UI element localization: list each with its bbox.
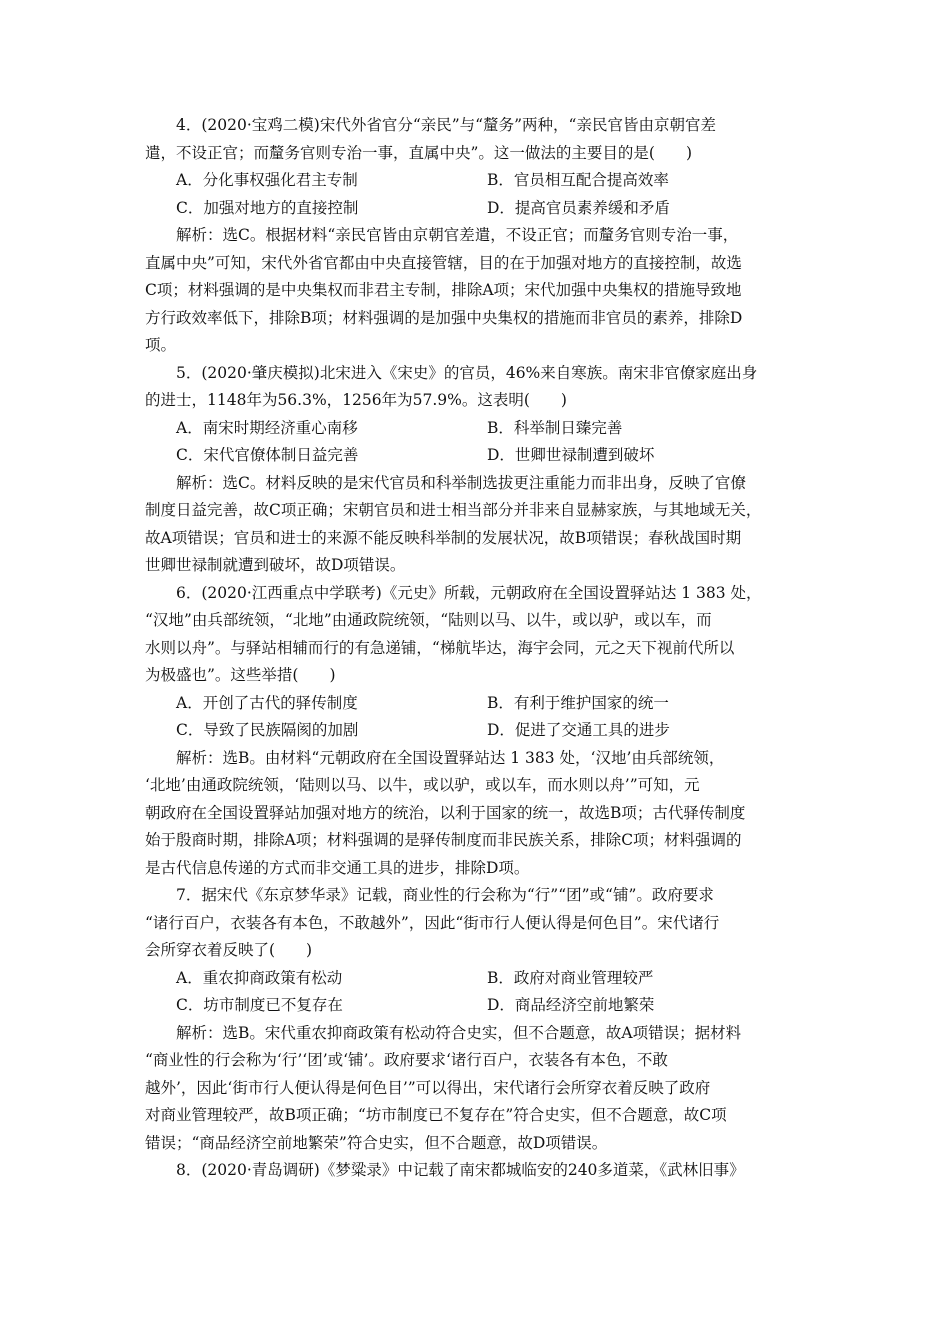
question-8 <box>145 1157 815 1185</box>
question-stem-line: 水则以舟”。与驿站相辅而行的有急递铺，“梯航毕达，海宇会同，元之天下视前代所以 <box>145 638 735 657</box>
options-row <box>145 167 815 195</box>
question-stem-line: 7．据宋代《东京梦华录》记载，商业性的行会称为“行”“团”或“铺”。政府要求 <box>176 886 714 904</box>
option-b: B．官员相互配合提高效率 <box>487 171 669 189</box>
analysis-line: 解析：选B。由材料“元朝政府在全国设置驿站达 1 383 处，‘汉地’由兵部统领， <box>176 748 725 767</box>
options-row <box>145 442 815 470</box>
analysis-line: 越外’，因此‘街市行人便认得是何色目’”可以得出，宋代诸行会所穿衣着反映了政府 <box>145 1078 711 1097</box>
question-stem-line: “诸行百户，衣装各有本色，不敢越外”，因此“街市行人便认得是何色目”。宋代诸行 <box>145 913 720 932</box>
option-d: D．世卿世禄制遭到破坏 <box>487 446 655 464</box>
question-7 <box>145 882 815 1157</box>
options-row <box>145 415 815 443</box>
document-page <box>145 112 815 1185</box>
question-stem-line: 为极盛也”。这些举措( ) <box>145 666 336 684</box>
question-stem-line: 8．(2020·青岛调研)《梦粱录》中记载了南宋都城临安的240多道菜，《武林旧事》 <box>176 1161 745 1179</box>
analysis-line: 朝政府在全国设置驿站加强对地方的统治，以利于国家的统一，故选B项；古代驿传制度 <box>145 803 746 822</box>
option-d: D．促进了交通工具的进步 <box>487 721 670 739</box>
option-a: A．分化事权强化君主专制 <box>176 171 358 189</box>
option-a: A．南宋时期经济重心南移 <box>176 418 358 437</box>
analysis-line: 制度日益完善，故C项正确；宋朝官员和进士相当部分并非来自显赫家族，与其地域无关， <box>145 501 762 519</box>
question-stem-line: 会所穿衣着反映了( ) <box>145 941 313 959</box>
options-row <box>145 195 815 223</box>
analysis-line: 世卿世禄制就遭到破坏，故D项错误。 <box>145 556 406 574</box>
option-d: D．商品经济空前地繁荣 <box>487 996 655 1014</box>
question-5 <box>145 360 815 580</box>
question-stem-line: 的进士，1148年为56.3%，1256年为57.9%。这表明( ) <box>145 391 567 409</box>
analysis-line: C项；材料强调的是中央集权而非君主专制，排除A项；宋代加强中央集权的措施导致地 <box>145 281 742 299</box>
option-c: C．加强对地方的直接控制 <box>176 198 359 217</box>
question-stem-line: 4．(2020·宝鸡二模)宋代外省官分“亲民”与“釐务”两种，“亲民官皆由京朝官差 <box>176 116 716 134</box>
analysis-line: 解析：选C。根据材料“亲民官皆由京朝官差遣，不设正官；而釐务官则专治一事， <box>176 226 739 244</box>
options-row <box>145 965 815 993</box>
options-row <box>145 992 815 1020</box>
question-stem-line: “汉地”由兵部统领，“北地”由通政院统领，“陆则以马、以牛，或以驴，或以车，而 <box>145 611 712 629</box>
analysis-line: 是古代信息传递的方式而非交通工具的进步，排除D项。 <box>145 858 530 877</box>
option-a: A．重农抑商政策有松动 <box>176 968 343 987</box>
analysis-line: 解析：选C。材料反映的是宋代官员和科举制选拔更注重能力而非出身，反映了官僚 <box>176 473 746 492</box>
analysis-line: 直属中央”可知，宋代外省官都由中央直接管辖，目的在于加强对地方的直接控制，故选 <box>145 253 742 272</box>
option-b: B．科举制日臻完善 <box>487 418 623 437</box>
option-d: D．提高官员素养缓和矛盾 <box>487 198 670 217</box>
analysis-line: 项。 <box>145 336 177 354</box>
analysis-line: ‘北地’由通政院统领，‘陆则以马、以牛，或以驴，或以车，而水则以舟’”可知，元 <box>145 776 700 794</box>
analysis-line: 始于殷商时期，排除A项；材料强调的是驿传制度而非民族关系，排除C项；材料强调的 <box>145 831 742 849</box>
question-stem-line: 遣，不设正官；而釐务官则专治一事，直属中央”。这一做法的主要目的是( ) <box>145 143 693 162</box>
analysis-line: 故A项错误；官员和进士的来源不能反映科举制的发展状况，故B项错误；春秋战国时期 <box>145 528 742 547</box>
question-stem-line: 5．(2020·肇庆模拟)北宋进入《宋史》的官员，46%来自寒族。南宋非官僚家庭出身 <box>176 363 758 382</box>
option-a: A．开创了古代的驿传制度 <box>176 693 358 712</box>
option-b: B．政府对商业管理较严 <box>487 968 654 987</box>
options-row <box>145 690 815 718</box>
question-6 <box>145 580 815 883</box>
options-row <box>145 717 815 745</box>
analysis-line: 解析：选B。宋代重农抑商政策有松动符合史实，但不合题意，故A项错误；据材料 <box>176 1023 742 1042</box>
analysis-line: 错误；“商品经济空前地繁荣”符合史实，但不合题意，故D项错误。 <box>145 1133 608 1152</box>
analysis-line: 对商业管理较严，故B项正确；“坊市制度已不复存在”符合史实，但不合题意，故C项 <box>145 1106 727 1124</box>
analysis-line: 方行政效率低下，排除B项；材料强调的是加强中央集权的措施而非官员的素养，排除D <box>145 308 743 327</box>
analysis-line: “商业性的行会称为‘行’‘团’或‘铺’。政府要求‘诸行百户，衣装各有本色，不敢 <box>145 1051 668 1069</box>
option-b: B．有利于维护国家的统一 <box>487 693 669 712</box>
option-c: C．宋代官僚体制日益完善 <box>176 446 359 464</box>
question-stem-line: 6．(2020·江西重点中学联考)《元史》所载，元朝政府在全国设置驿站达 1 383 处， <box>176 583 762 602</box>
option-c: C．导致了民族隔阂的加剧 <box>176 721 359 739</box>
option-c: C．坊市制度已不复存在 <box>176 996 343 1014</box>
question-4 <box>145 112 815 360</box>
